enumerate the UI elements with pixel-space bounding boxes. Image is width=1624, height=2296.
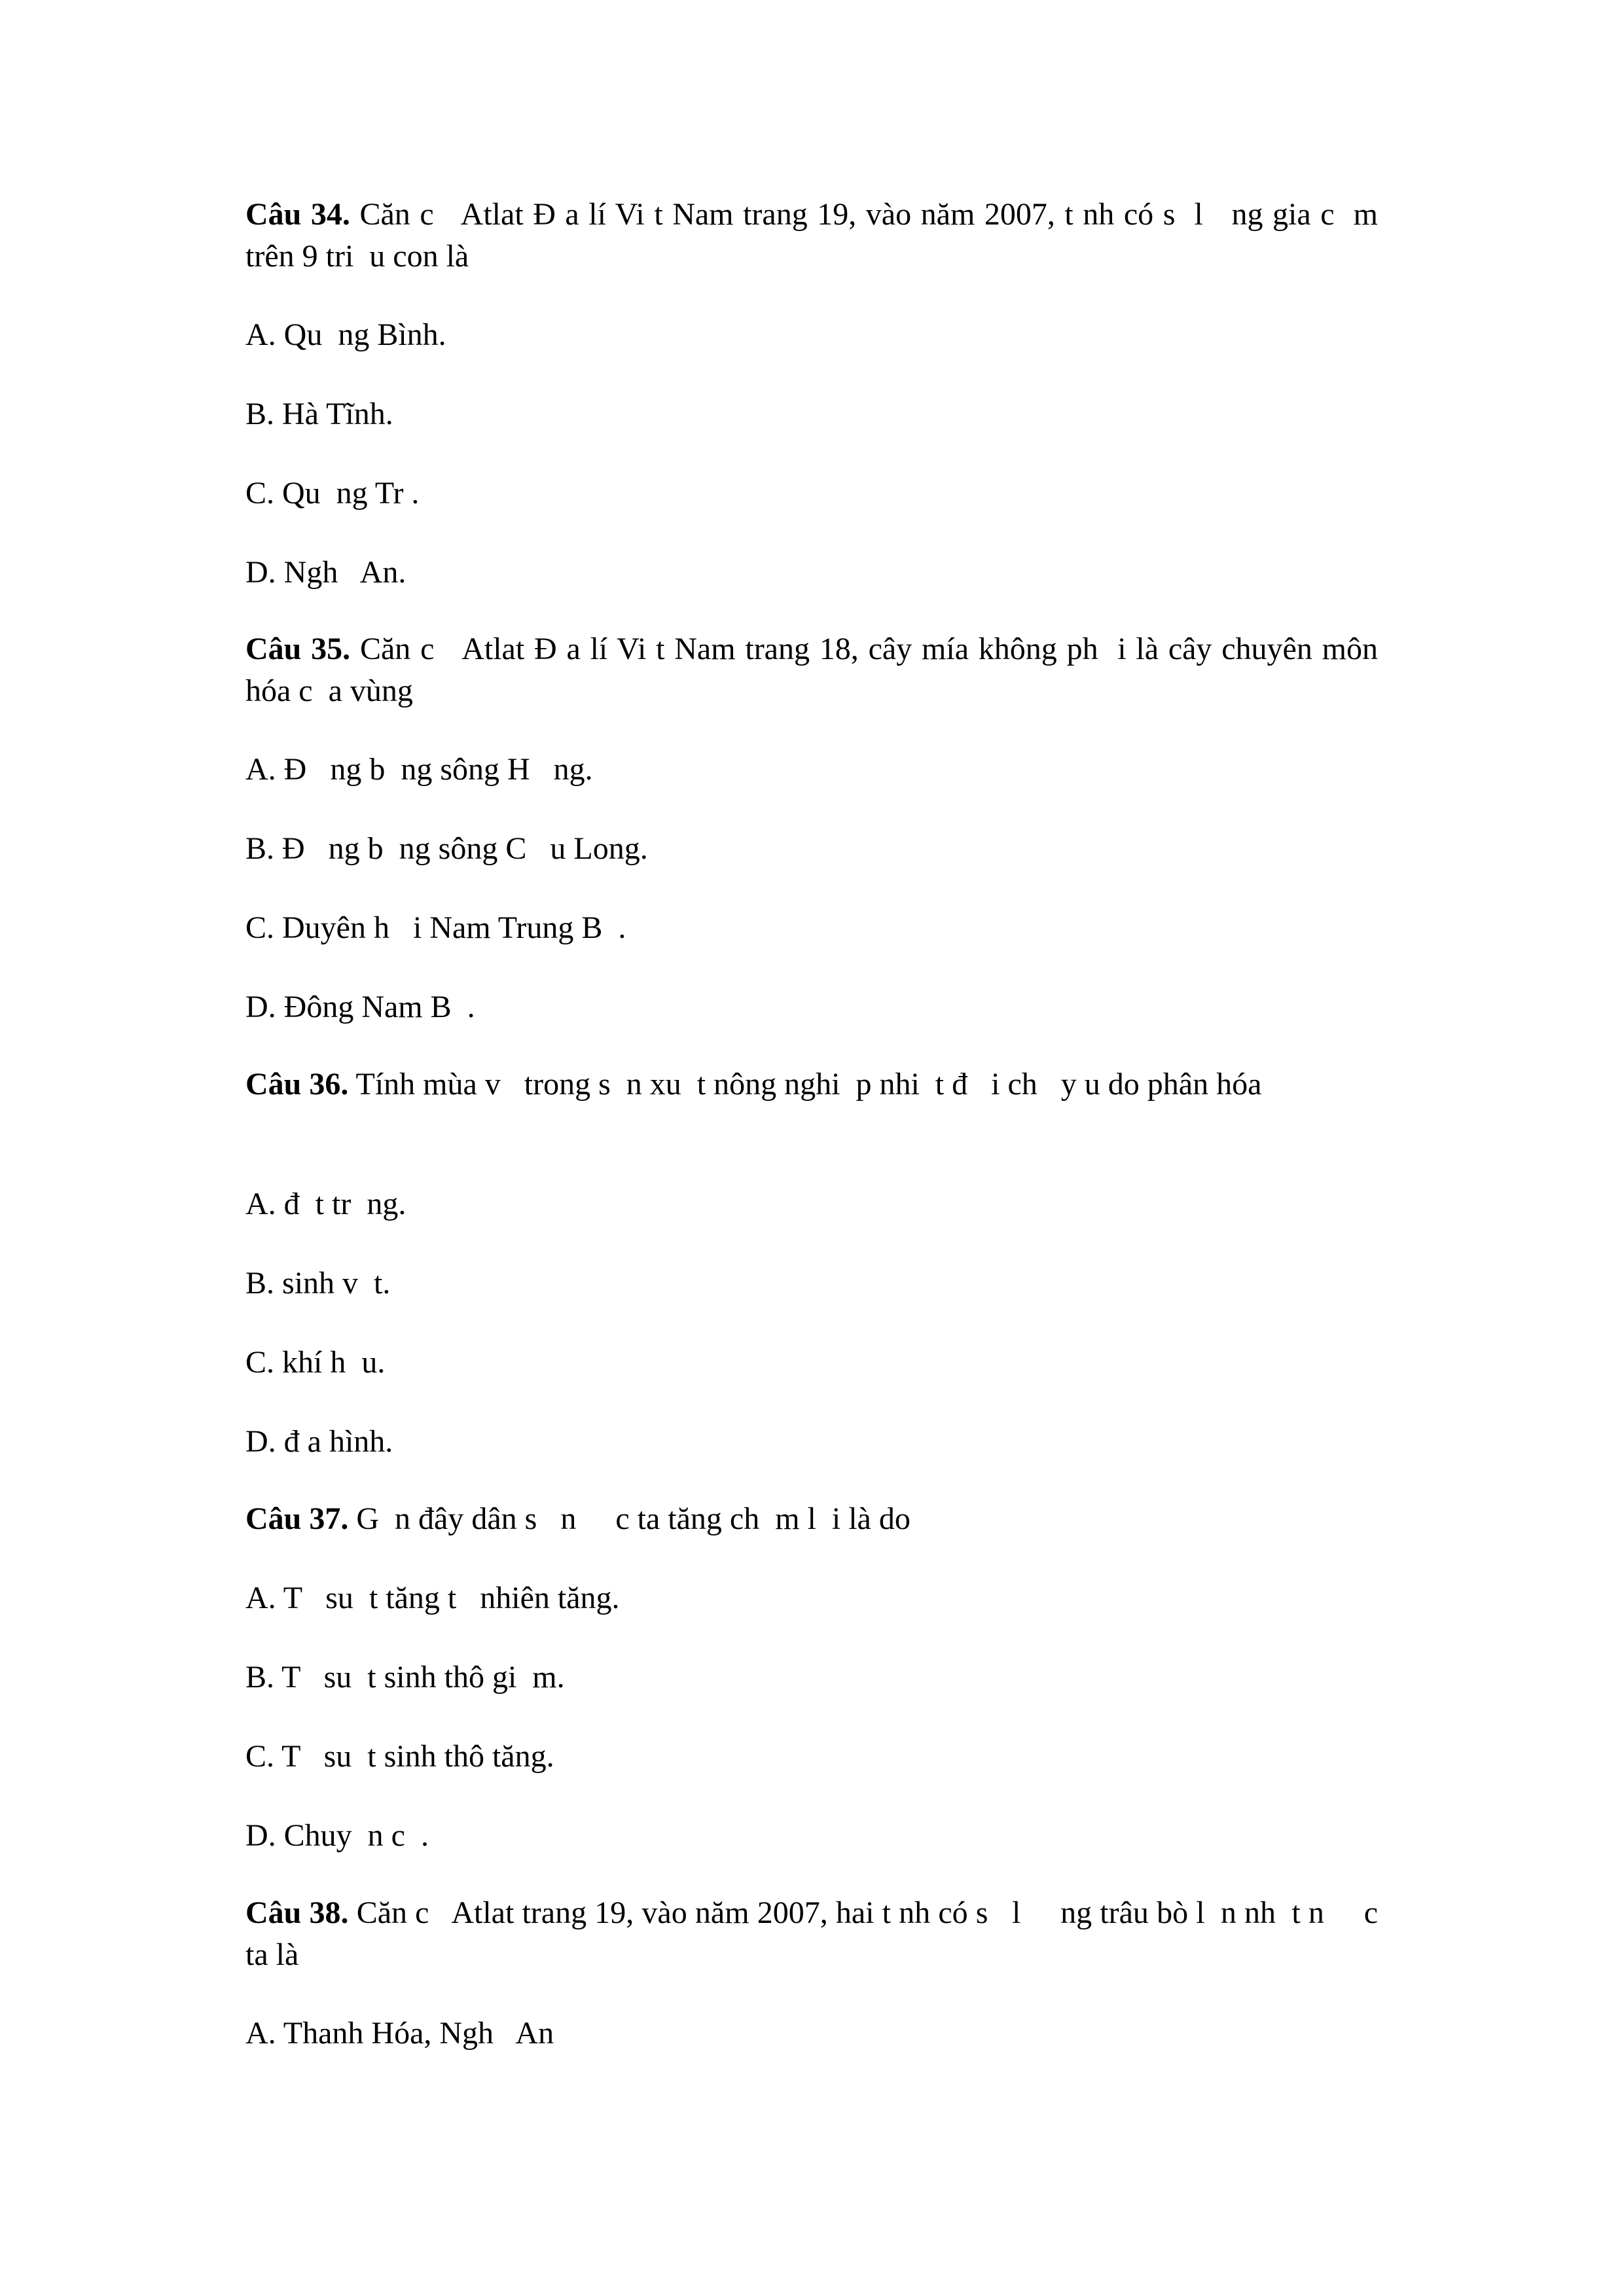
question-35 xyxy=(245,628,1386,712)
option-d: D. đ a hình. xyxy=(245,1424,393,1459)
question-38 xyxy=(245,1892,1386,1976)
option-a: A. Thanh Hóa, Ngh An xyxy=(245,2016,554,2051)
question-text: Căn c Atlat trang 19, vào năm 2007, hai t nh có s l ng trâu bò l n nh t n c ta là xyxy=(245,1895,1386,1972)
option-b: B. T su t sinh thô gi m. xyxy=(245,1660,565,1695)
question-number: Câu 38. xyxy=(245,1895,349,1930)
option-d: D. Chuy n c . xyxy=(245,1818,429,1853)
question-text: G n đây dân s n c ta tăng ch m l i là do xyxy=(348,1501,911,1536)
option-b: B. sinh v t. xyxy=(245,1266,391,1300)
option-c: C. Qu ng Tr . xyxy=(245,476,420,511)
option-b: B. Đ ng b ng sông C u Long. xyxy=(245,831,648,866)
option-b: B. Hà Tĩnh. xyxy=(245,397,393,431)
question-text: Căn c Atlat Đ a lí Vi t Nam trang 19, vào năm 2007, t nh có s l ng gia c m trên 9 tri u con là xyxy=(245,197,1386,274)
question-number: Câu 36. xyxy=(245,1067,349,1102)
question-number: Câu 35. xyxy=(245,632,351,666)
question-34 xyxy=(245,194,1386,278)
option-d: D. Ngh An. xyxy=(245,555,406,590)
question-text: Tính mùa v trong s n xu t nông nghi p nhi t đ i ch y u do phân hóa xyxy=(348,1067,1262,1102)
option-a: A. Đ ng b ng sông H ng. xyxy=(245,752,593,787)
question-number: Câu 37. xyxy=(245,1501,349,1536)
option-c: C. Duyên h i Nam Trung B . xyxy=(245,910,626,945)
question-37 xyxy=(245,1498,1378,1540)
question-36 xyxy=(245,1064,1378,1105)
option-a: A. T su t tăng t nhiên tăng. xyxy=(245,1581,620,1615)
option-a: A. Qu ng Bình. xyxy=(245,317,446,352)
option-a: A. đ t tr ng. xyxy=(245,1187,406,1221)
option-d: D. Đông Nam B . xyxy=(245,990,475,1024)
option-c: C. T su t sinh thô tăng. xyxy=(245,1739,554,1774)
question-text: Căn c Atlat Đ a lí Vi t Nam trang 18, cây mía không ph i là cây chuyên môn hóa c a vùng xyxy=(245,632,1386,708)
question-number: Câu 34. xyxy=(245,197,350,232)
option-c: C. khí h u. xyxy=(245,1345,386,1380)
